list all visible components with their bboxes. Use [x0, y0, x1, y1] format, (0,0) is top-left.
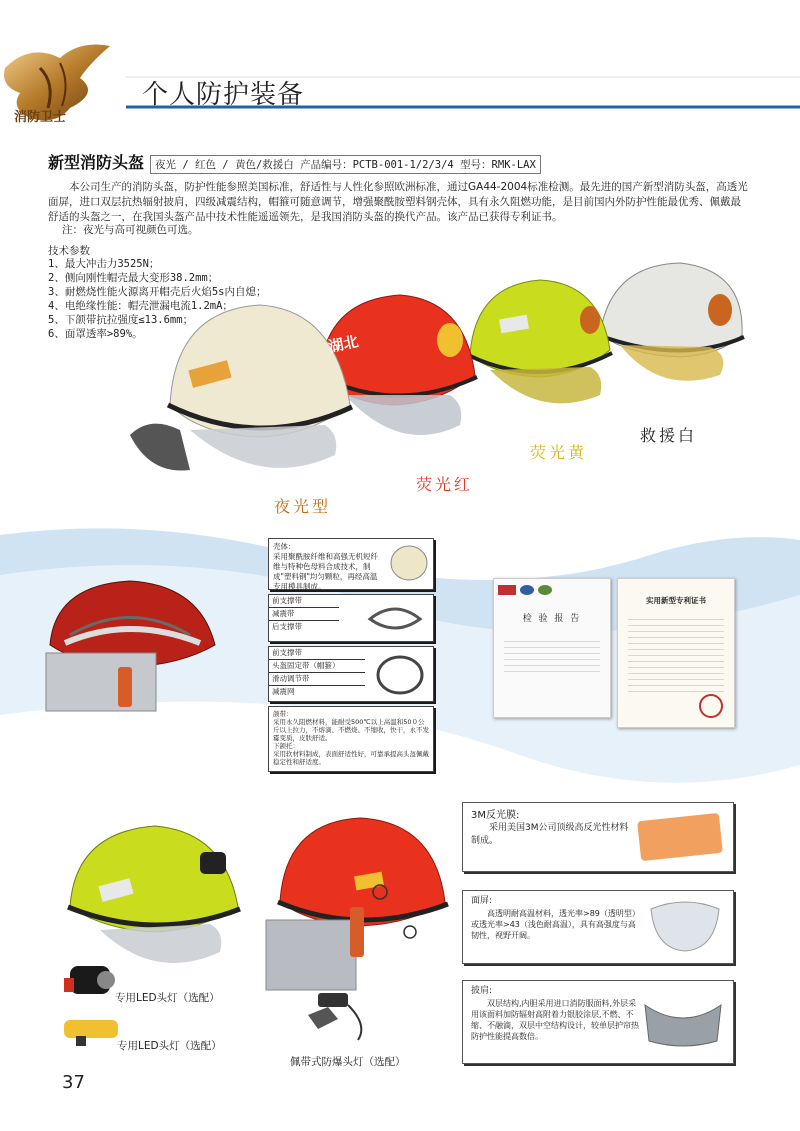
patent-title: 实用新型专利证书: [646, 596, 706, 605]
callout-shell-text: 壳体： 采用聚酰胺纤维和高强无机短纤维与特种色母料合成技术，制成"塑料钢"均匀颗粒，再经高温专用模具制成。: [273, 542, 378, 591]
page-number: 37: [62, 1072, 85, 1093]
reflective-title: 3M反光膜:: [471, 810, 520, 821]
product-intro: [48, 180, 748, 225]
cape-body: 双层结构,内胆采用进口消防服面料,外层采用该面料加防辐射高附着力银胶涂层,不燃、不缩、不融滴，双层中空结构设计，较单层护帘热防护性能提高数倍。: [471, 999, 639, 1041]
callout-chin: [268, 706, 434, 772]
product-line: [48, 150, 541, 174]
tech-item: 5、下颌带抗拉强度≤13.6mm；: [48, 314, 194, 326]
tech-item: 1、最大冲击力3525N；: [48, 258, 160, 270]
report-lines: [504, 636, 600, 676]
visor-title: 面屏:: [471, 896, 493, 906]
patent-certificate-image: [617, 578, 735, 728]
callout-support: [268, 594, 434, 642]
label-front-support-2: 前支撑带: [269, 647, 365, 660]
product-spec: 夜光 / 红色 / 黄色/救援白 产品编号：PCTB-001-1/2/3/4 型号：RMK-LAX: [150, 155, 541, 174]
tech-heading: 技术参数: [48, 245, 90, 257]
callout-reflective-film: [462, 802, 734, 872]
helmet-interior-image: [40, 575, 230, 725]
product-note: 注：夜光与高可视颜色可选。: [62, 224, 199, 236]
tech-item: 2、侧向刚性帽壳最大变形38.2mm；: [48, 272, 219, 284]
explosion-lamp-icon: [298, 985, 378, 1045]
intro-paragraph: 本公司生产的消防头盔，防护性能参照美国标准，舒适性与人性化参照欧洲标准，通过GA44-2004标准检测。最先进的国产新型消防头盔，高透光面屏，进口双层抗热辐射披肩，四级减震结构，帽箍可随意调节，增强聚酰胺塑料钢壳体，具有永久阻燃功能，是目前国内外防护性能最优秀、佩戴最舒适的头盔之一，在我国头盔产品中技术性能遥遥领先，是我国消防头盔的换代产品。该产品已获得专利证书。: [48, 181, 748, 223]
visor-text-block: [463, 891, 649, 945]
tech-item: 6、面罩透率>89%。: [48, 328, 143, 340]
cape-thumbnail: [641, 991, 725, 1051]
callout-fixing: [268, 646, 434, 702]
fluorescent-yellow-helmet: [468, 280, 612, 403]
label-shock-pad: 减震带: [269, 608, 339, 621]
logo-text: 消防卫士: [14, 110, 67, 125]
yellow-helmet-with-lamp-image: [60, 812, 250, 972]
seal-icon: [698, 693, 724, 719]
tech-item: 4、电绝缘性能：帽壳泄漏电流1.2mA；: [48, 300, 233, 312]
report-title: 检 验 报 告: [522, 614, 582, 624]
visor-thumbnail: [645, 899, 725, 955]
label-slide-adjust: 滑动调节带: [269, 673, 365, 686]
inspection-report-image: [493, 578, 611, 718]
red-helmet-detail-image: [260, 812, 460, 1002]
report-logos: [494, 579, 610, 601]
cape-title: 披肩:: [471, 986, 493, 996]
cape-text-block: [463, 981, 647, 1046]
product-name: 新型消防头盔: [48, 153, 145, 172]
cnas-logo-icon: [520, 585, 534, 595]
callout-visor: [462, 890, 734, 964]
label-head-fix: 头盔固定带（帽箍）: [269, 660, 365, 673]
glow-helmet: [130, 305, 352, 471]
caption-led-1: 专用LED头灯（选配）: [115, 992, 220, 1004]
shell-thumbnail: [389, 543, 429, 583]
helmet-lineup-image: [120, 255, 760, 495]
reflective-body: 采用美国3M公司顶级高反光性材料制成。: [471, 823, 629, 846]
tech-item: 3、耐燃烧性能火源离开帽壳后火焰5s内自熄；: [48, 286, 267, 298]
callout-shell: [268, 538, 434, 590]
callout-chin-text: 颌带： 采用永久阻燃材料，能耐受500℃以上高温和50０公斤以上拉力，不熔滴、不燃烧、不缩收，快干，永不发霉变质，皮肤舒适。 下颌托： 采用软材料制成，表面舒适性好，可靠承提高头盔佩戴稳定性和舒适度。: [273, 710, 429, 766]
reflective-film-thumbnail: [635, 811, 725, 863]
label-rear-support: 后支撑带: [272, 622, 302, 631]
led-lamp-black-icon: [62, 960, 122, 1000]
callout-cape: [462, 980, 734, 1064]
patent-lines: [628, 614, 724, 694]
label-fluorescent-yellow: 荧光黄: [530, 443, 588, 462]
label-fluorescent-red: 荧光红: [416, 475, 474, 494]
red-helmet-text: 湖北: [326, 332, 360, 357]
label-glow: 夜光型: [274, 497, 332, 516]
label-rescue-white: 救援白: [640, 426, 698, 445]
headband-thumbnail: [373, 653, 427, 697]
ilac-logo-icon: [538, 585, 552, 595]
page-title: 个人防护装备: [142, 80, 305, 110]
reflective-text-block: [463, 803, 639, 854]
cma-logo-icon: [498, 585, 516, 595]
support-thumbnail: [365, 599, 425, 637]
caption-led-2: 专用LED头灯（选配）: [117, 1040, 222, 1052]
caption-explosion-lamp: 佩带式防爆头灯（选配）: [290, 1056, 406, 1068]
label-front-support: 前支撑带: [269, 595, 339, 608]
visor-body: 高透明耐高温材料，透光率>89（透明型）或透光率>43（浅色耐高温），具有高强度与高韧性，视野开阔。: [471, 909, 640, 940]
rescue-white-helmet: [598, 263, 744, 381]
label-shock-net: 减震网: [272, 687, 295, 696]
